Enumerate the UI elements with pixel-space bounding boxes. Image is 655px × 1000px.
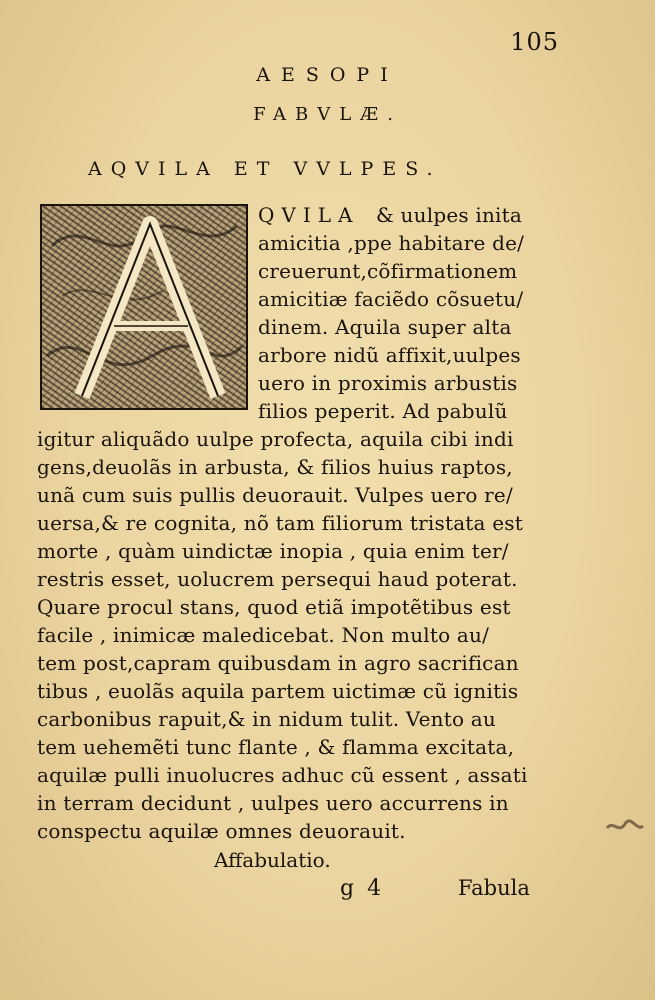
text-line-18: tibus , euolãs aquila partem uictimæ cũ ignitis	[37, 679, 519, 703]
text-line-5: dinem. Aquila super alta	[258, 315, 512, 339]
text-line-21: aquilæ pulli inuolucres adhuc cũ essent , assati	[37, 763, 528, 787]
text-line-13: morte , quàm uindictæ inopia , quia enim ter/	[37, 539, 509, 563]
text-line-2: amicitia ,ppe habitare de/	[258, 231, 525, 255]
fable-title: AQVILA ET VVLPES.	[88, 158, 442, 180]
moral-heading: Affabulatio.	[214, 848, 331, 872]
text-line-23: conspectu aquilæ omnes deuorauit.	[37, 819, 406, 843]
running-title-author: AESOPI	[256, 64, 399, 86]
text-line-8: filios peperit. Ad pabulũ	[258, 399, 508, 423]
text-line-7: uero in proximis arbustis	[258, 371, 518, 395]
text-line-10: gens,deuolãs in arbusta, & filios huius raptos,	[37, 455, 513, 479]
text-line-4: amicitiæ faciẽdo cõsuetu/	[258, 287, 524, 311]
woodcut-ornament-icon	[42, 206, 246, 408]
text-line-9: igitur aliquãdo uulpe profecta, aquila cibi indi	[37, 427, 514, 451]
text-line-12: uersa,& re cognita, nõ tam filiorum tristata est	[37, 511, 523, 535]
text-line-20: tem uehemẽti tunc flante , & flamma excitata,	[37, 735, 515, 759]
text-line-15: Quare procul stans, quod etiã impotẽtibus est	[37, 595, 511, 619]
decorated-initial	[40, 204, 248, 410]
text-line-19: carbonibus rapuit,& in nidum tulit. Vento au	[37, 707, 496, 731]
running-title-work: FABVLÆ.	[253, 104, 402, 125]
text-line-11: unã cum suis pullis deuorauit. Vulpes uero re/	[37, 483, 513, 507]
text-line-3: creuerunt,cõfirmationem	[258, 259, 518, 283]
page-number: 105	[510, 28, 559, 56]
opening-caps: QVILA	[258, 203, 360, 227]
text-line-14: restris esset, uolucrem persequi haud poterat.	[37, 567, 518, 591]
text-line-17: tem post,capram quibusdam in agro sacrifican	[37, 651, 519, 675]
ink-smudge-icon	[605, 816, 645, 838]
signature-mark: g 4	[340, 876, 385, 901]
text-line-1: & uulpes inita	[376, 203, 523, 227]
text-line-22: in terram decidunt , uulpes uero accurrens in	[37, 791, 509, 815]
text-line-16: facile , inimicæ maledicebat. Non multo au/	[37, 623, 490, 647]
text-line-6: arbore nidũ affixit,uulpes	[258, 343, 521, 367]
catchword: Fabula	[458, 876, 530, 900]
